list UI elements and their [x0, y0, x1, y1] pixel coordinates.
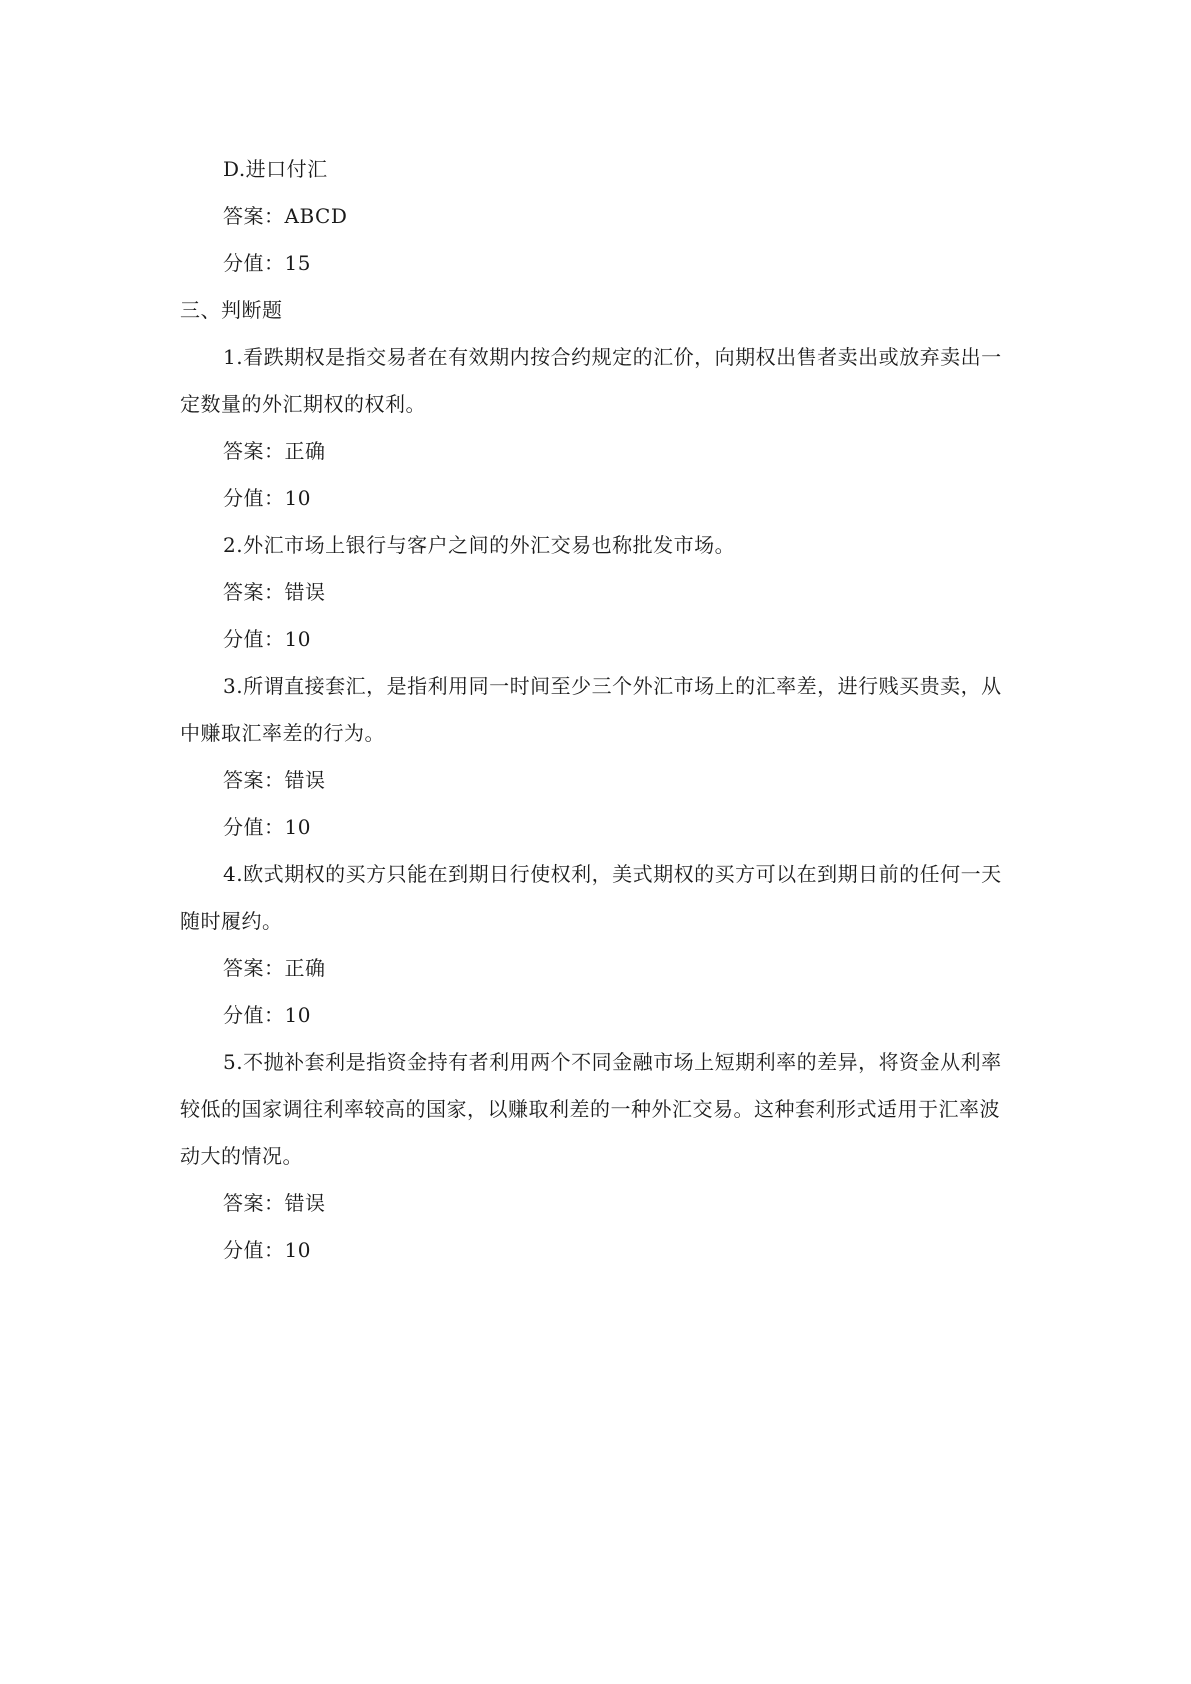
question-1-answer: 答案：正确: [223, 439, 326, 463]
score-line: 分值：15: [223, 251, 311, 275]
section-title: 三、判断题: [180, 298, 283, 322]
question-5-score: 分值：10: [223, 1238, 311, 1262]
question-3-answer: 答案：错误: [223, 768, 326, 792]
question-1-line-1: 1.看跌期权是指交易者在有效期内按合约规定的汇价，向期权出售者卖出或放弃卖出一: [223, 345, 1002, 369]
question-1-score: 分值：10: [223, 486, 311, 510]
question-2-line-1: 2.外汇市场上银行与客户之间的外汇交易也称批发市场。: [223, 533, 736, 557]
question-3-score: 分值：10: [223, 815, 311, 839]
question-3-line-1: 3.所谓直接套汇，是指利用同一时间至少三个外汇市场上的汇率差，进行贱买贵卖，从: [223, 674, 1002, 698]
question-5-line-3: 动大的情况。: [180, 1144, 303, 1168]
question-5-line-1: 5.不抛补套利是指资金持有者利用两个不同金融市场上短期利率的差异，将资金从利率: [223, 1050, 1002, 1074]
question-4-line-1: 4.欧式期权的买方只能在到期日行使权利，美式期权的买方可以在到期日前的任何一天: [223, 862, 1002, 886]
question-3-line-2: 中赚取汇率差的行为。: [180, 721, 385, 745]
question-5-line-2: 较低的国家调往利率较高的国家，以赚取利差的一种外汇交易。这种套利形式适用于汇率波: [180, 1097, 1000, 1121]
question-4-line-2: 随时履约。: [180, 909, 283, 933]
question-4-answer: 答案：正确: [223, 956, 326, 980]
question-2-score: 分值：10: [223, 627, 311, 651]
question-4-score: 分值：10: [223, 1003, 311, 1027]
option-d: D.进口付汇: [223, 157, 328, 181]
question-5-answer: 答案：错误: [223, 1191, 326, 1215]
question-1-line-2: 定数量的外汇期权的权利。: [180, 392, 426, 416]
question-2-answer: 答案：错误: [223, 580, 326, 604]
answer-line: 答案：ABCD: [223, 204, 348, 228]
